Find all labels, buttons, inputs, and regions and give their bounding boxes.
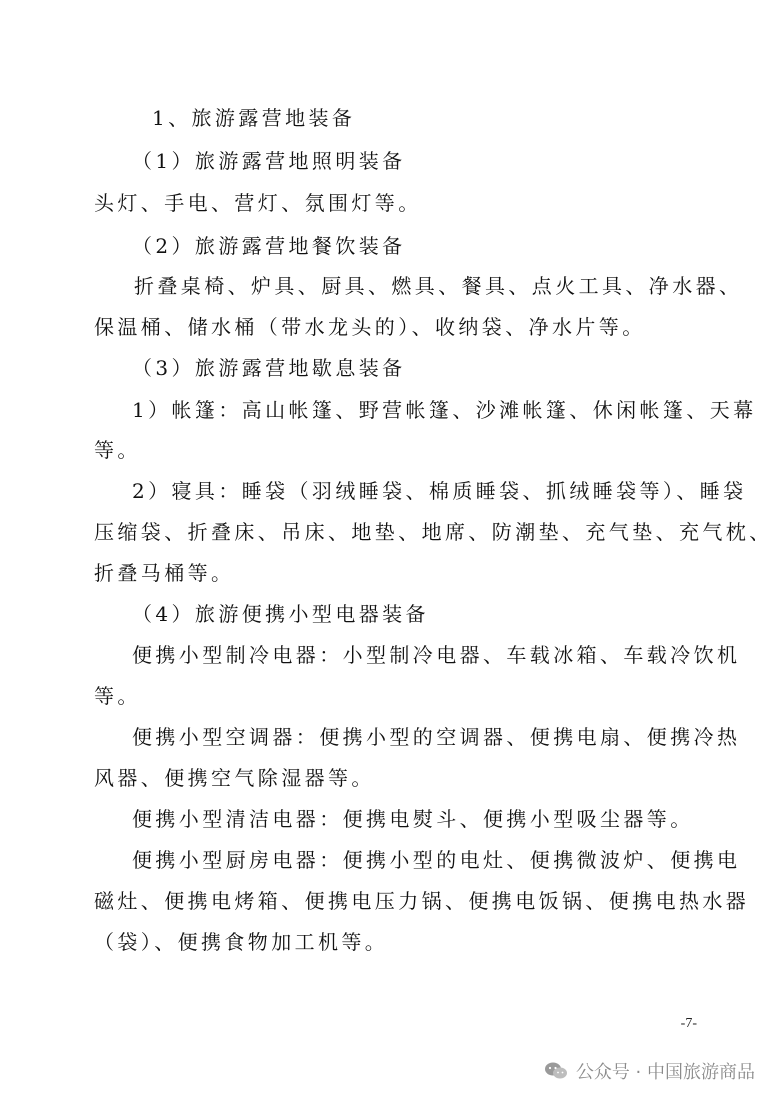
watermark-text: 公众号 · 中国旅游商品 [575,1062,755,1083]
subheading-dining: （2）旅游露营地餐饮装备 [132,234,406,258]
paragraph-line: 压缩袋、折叠床、吊床、地垫、地席、防潮垫、充气垫、充气枕、 [94,520,773,544]
watermark [544,1058,755,1084]
subheading-portable-appliances: （4）旅游便携小型电器装备 [132,602,429,626]
paragraph-line: 2）寝具：睡袋（羽绒睡袋、棉质睡袋、抓绒睡袋等）、睡袋 [132,479,747,503]
paragraph-line: 头灯、手电、营灯、氛围灯等。 [94,191,422,215]
paragraph-line: 1）帐篷：高山帐篷、野营帐篷、沙滩帐篷、休闲帐篷、天幕 [132,398,757,422]
paragraph-line: 便携小型制冷电器：小型制冷电器、车载冰箱、车载冷饮机 [132,643,741,667]
paragraph-line: 折叠马桶等。 [94,561,235,585]
paragraph-line: 便携小型厨房电器：便携小型的电灶、便携微波炉、便携电 [132,848,741,872]
paragraph-line: 磁灶、便携电烤箱、便携电压力锅、便携电饭锅、便携电热水器 [94,889,750,913]
paragraph-line: 等。 [94,438,141,462]
paragraph-line: 折叠桌椅、炉具、厨具、燃具、餐具、点火工具、净水器、 [134,274,743,298]
paragraph-line: 便携小型清洁电器：便携电熨斗、便携小型吸尘器等。 [132,807,694,831]
subheading-rest: （3）旅游露营地歇息装备 [132,356,406,380]
paragraph-line: 便携小型空调器：便携小型的空调器、便携电扇、便携冷热 [132,725,741,749]
paragraph-line: 等。 [94,684,141,708]
section-heading-camping-equipment: 1、旅游露营地装备 [152,106,356,130]
subheading-lighting: （1）旅游露营地照明装备 [132,149,406,173]
wechat-icon [544,1061,568,1081]
page-number: -7- [680,1016,697,1031]
paragraph-line: 风器、便携空气除湿器等。 [94,766,375,790]
paragraph-line: 保温桶、储水桶（带水龙头的）、收纳袋、净水片等。 [94,315,646,339]
paragraph-line: （袋）、便携食物加工机等。 [94,930,389,954]
